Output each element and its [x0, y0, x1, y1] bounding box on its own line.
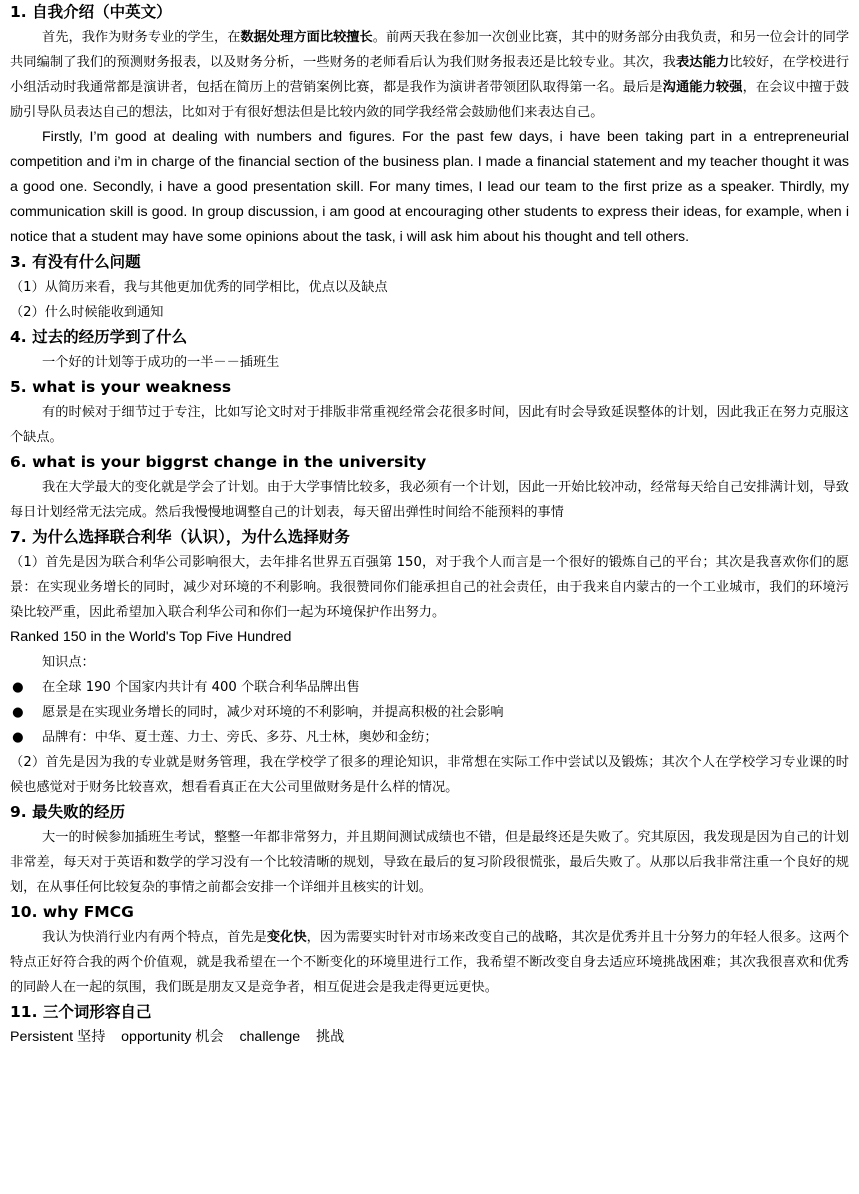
bullet-icon: ●: [12, 730, 24, 745]
s10-text-c: ，因为需要实时针对市场来改变自己的战略，其次是优秀并且十分努力的年轻人很多。这两个特点正好符合我的两个价值观，就是我希望在一个不断变化的环境里进行工作，我希望不断改变自身去适应环境挑战困难；其次我很喜欢和优秀的同龄人在一起的氛围，我们既是朋友又是竞争者，相互促进会是我走得更远更快。: [10, 930, 850, 995]
section-7-ranked-note: Ranked 150 in the World's Top Five Hundred: [10, 629, 292, 645]
section-9-heading: 9. 最失败的经历: [10, 803, 126, 821]
section-3-item-1: （1）从简历来看，我与其他更加优秀的同学相比，优点以及缺点: [10, 280, 388, 295]
section-1-english-paragraph: Firstly, I’m good at dealing with numbers and figures. For the past few days, i have been taking part in a entrepreneurial competition and i’m in charge of the financial section of the business plan. I made a financial statement and my teacher thought it was a good one. Secondly, i have a good presentation skill. For many times, I lead our team to the first prize as a speaker. Thirdly, my communication skill is good. In group discussion, i am good at encouraging other students to express their ideas, for example, when i notice that a student may have some opinions about the task, i will ask him about his thought and tell others.: [10, 129, 849, 245]
bullet-icon: ●: [12, 680, 24, 695]
section-3-item-2: （2）什么时候能收到通知: [10, 305, 164, 320]
s1-bold-expression: 表达能力: [675, 55, 730, 70]
section-7-heading: 7. 为什么选择联合利华（认识），为什么选择财务: [10, 528, 350, 546]
section-1-heading: 1. 自我介绍（中英文）: [10, 3, 172, 21]
bullet-item: [10, 700, 849, 725]
section-7-paragraph-2: （2）首先是因为我的专业就是财务管理，我在学校学了很多的理论知识，非常想在实际工作中尝试以及锻炼；其次个人在学校学习专业课的时候也感觉对于财务比较喜欢，想看看真正在大公司里做财务是什么样的情况。: [10, 755, 849, 795]
bullet-item: [10, 725, 849, 750]
bullet-item: [10, 675, 849, 700]
s1-text-d: 比较好，在学校进行小组活动时我通常都是演讲者，包括在简历上的营销案例比赛，都是我作为演讲者带领团队取得第一名。最后是: [10, 55, 850, 95]
section-5-heading: 5. what is your weakness: [10, 378, 232, 396]
bullet-text: 在全球 190 个国家内共计有 400 个联合利华品牌出售: [42, 680, 360, 695]
section-4-text: 一个好的计划等于成功的一半－－插班生: [42, 355, 280, 370]
section-4-heading: 4. 过去的经历学到了什么: [10, 328, 188, 346]
section-1-chinese-paragraph: [10, 25, 849, 125]
bullet-text: 品牌有：中华、夏士莲、力士、旁氏、多芬、凡士林，奥妙和金纺；: [42, 730, 438, 745]
section-7-paragraph-1: （1）首先是因为联合利华公司影响很大，去年排名世界五百强第 150，对于我个人而言是一个很好的锻炼自己的平台；其次是我喜欢你们的愿景：在实现业务增长的同时，减少对环境的不利影响。我很赞同你们能承担自己的社会责任，由于我来自内蒙古的一个工业城市，我们的环境污染比较严重，因此希望加入联合利华公司和你们一起为环境保护作出努力。: [10, 555, 849, 620]
s1-bold-data-processing: 数据处理方面比较擅长: [240, 30, 373, 45]
s10-bold-change-fast: 变化快: [266, 930, 307, 945]
bullet-icon: ●: [12, 705, 24, 720]
section-3-heading: 3. 有没有什么问题: [10, 253, 141, 271]
section-9-text: 大一的时候参加插班生考试，整整一年都非常努力，并且期间测试成绩也不错，但是最终还是失败了。究其原因，我发现是因为自己的计划非常差，每天对于英语和数学的学习没有一个比较清晰的规划，导致在最后的复习阶段很慌张，最后失败了。从那以后我非常注重一个良好的规划，在从事任何比较复杂的事情之前都会安排一个详细并且核实的计划。: [10, 830, 849, 895]
s1-text-e: ，在会议中擅于鼓励引导队员表达自己的想法，比如对于有很好想法但是比较内敛的同学我经常会鼓励他们来表达自己。: [10, 80, 850, 120]
section-7-knowledge-label: 知识点：: [42, 655, 95, 670]
section-6-text: 我在大学最大的变化就是学会了计划。由于大学事情比较多，我必须有一个计划，因此一开始比较冲动，经常每天给自己安排满计划，导致每日计划经常无法完成。然后我慢慢地调整自己的计划表，每天留出弹性时间给不能预料的事情: [10, 480, 849, 520]
section-11-words: Persistent 坚持 opportunity 机会 challenge 挑战: [10, 1029, 345, 1045]
s1-bold-communication: 沟通能力较强: [662, 80, 743, 95]
bullet-text: 愿景是在实现业务增长的同时，减少对环境的不利影响，并提高积极的社会影响: [42, 705, 504, 720]
section-11-heading: 11. 三个词形容自己: [10, 1003, 152, 1021]
document: [10, 0, 849, 1050]
section-6-heading: 6. what is your biggrst change in the university: [10, 453, 427, 471]
section-5-text: 有的时候对于细节过于专注，比如写论文时对于排版非常重视经常会花很多时间，因此有时会导致延误整体的计划，因此我正在努力克服这个缺点。: [10, 405, 849, 445]
s1-text-a: 首先，我作为财务专业的学生，在: [42, 30, 241, 45]
section-10-text: [10, 925, 849, 1000]
section-10-heading: 10. why FMCG: [10, 903, 134, 921]
s10-text-a: 我认为快消行业内有两个特点，首先是: [42, 930, 267, 945]
s1-text-c: 。前两天我在参加一次创业比赛，其中的财务部分由我负责，和另一位会计的同学共同编制了我们的预测财务报表，以及财务分析，一些财务的老师看后认为我们财务报表还是比较专业。其次，我: [10, 30, 850, 70]
